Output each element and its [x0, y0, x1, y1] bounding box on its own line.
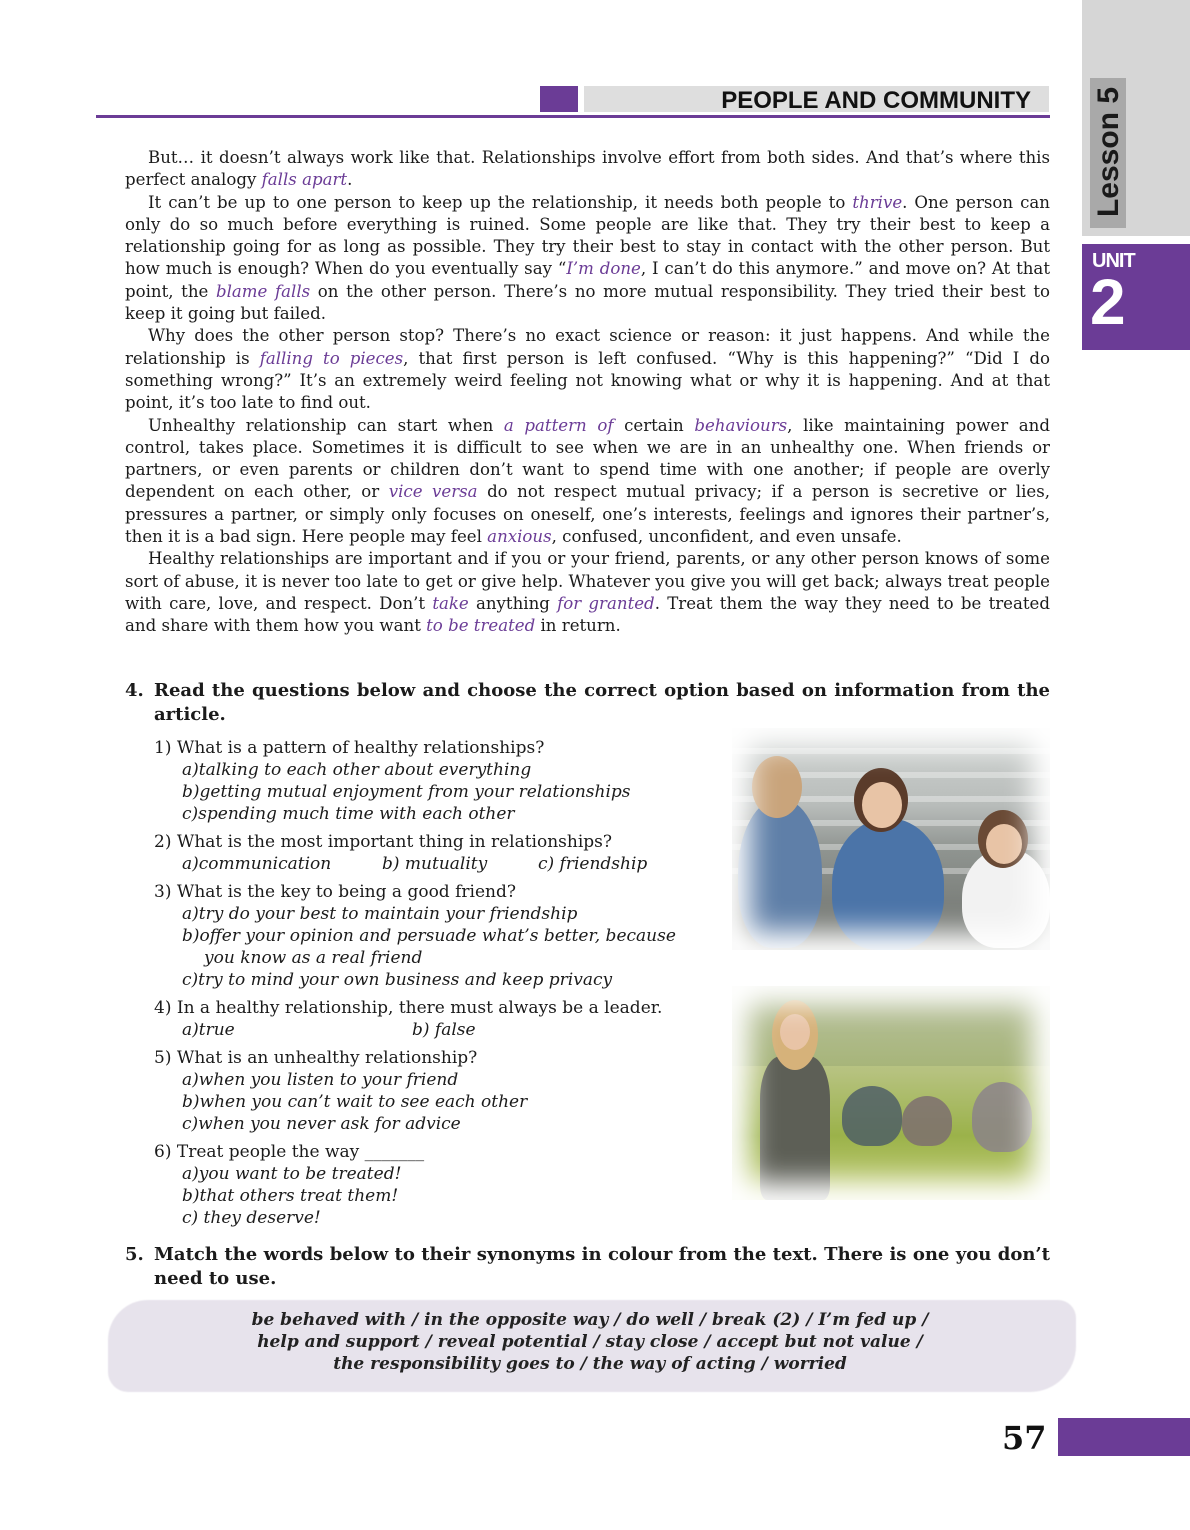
highlight-word: take [432, 593, 469, 613]
highlight-word: anxious [487, 527, 552, 547]
lesson-label-box [1090, 78, 1126, 228]
question-4 [154, 997, 729, 1041]
option-a: a)when you listen to your friend [182, 1070, 459, 1090]
highlight-word: blame falls [215, 281, 311, 301]
header-accent-square [540, 86, 578, 112]
option-b: b)getting mutual enjoyment from your relationships [182, 782, 631, 802]
question-6 [154, 1141, 729, 1229]
unit-label: UNIT [1092, 250, 1135, 272]
highlight-word: to be treated [426, 616, 536, 636]
task-4-heading [125, 679, 1050, 727]
question-text: 3) What is the key to being a good friend? [154, 882, 516, 902]
task-5-heading [125, 1243, 1050, 1291]
option-c: c)when you never ask for advice [182, 1114, 461, 1134]
friends-on-stairs-photo [732, 728, 1050, 950]
option-b: b) false [412, 1020, 476, 1040]
girl-with-phone-photo [732, 986, 1050, 1200]
option-b: b)that others treat them! [182, 1186, 399, 1206]
option-c: c)try to mind your own business and keep privacy [182, 970, 613, 990]
question-text: 2) What is the most important thing in relationships? [154, 832, 613, 852]
option-b: b)when you can’t wait to see each other [182, 1092, 528, 1112]
page-number: 57 [1002, 1419, 1047, 1457]
option-b: b)offer your opinion and persuade what’s better, because you know as a real friend [182, 926, 676, 968]
option-a: a)communication [182, 854, 332, 874]
question-text: 1) What is a pattern of healthy relationships? [154, 738, 545, 758]
word-bank-line: the responsibility goes to / the way of acting / worried [333, 1354, 847, 1374]
task-number: 4. [125, 680, 144, 701]
option-c: c)spending much time with each other [182, 804, 515, 824]
question-1 [154, 737, 729, 825]
option-a: a)talking to each other about everything [182, 760, 532, 780]
task-number: 5. [125, 1244, 144, 1265]
option-c: c) friendship [538, 854, 648, 874]
highlight-word: falling to pieces [259, 348, 404, 368]
paragraph-3: Why does the other person stop? There’s no exact science or reason: it just happens. And while the relationship is falling to pieces, that first person is left confused. “Why is this happening?” “Did I do something wrong?” It’s an extremely weird feeling not knowing what or why it is happening. And at that point, it’s too late to find out. [125, 326, 1050, 413]
highlight-word: thrive [852, 192, 903, 212]
paragraph-5: Healthy relationships are important and if you or your friend, parents, or any other person knows of some sort of abuse, it is never too late to get or give help. Whatever you give you will get back; always treat people with care, love, and respect. Don’t take anything for granted. Treat them the way they need to be treated and share with them how you want to be treated in return. [125, 549, 1050, 636]
question-list [154, 737, 729, 1235]
header-rule [96, 115, 1050, 118]
option-c: c) they deserve! [182, 1208, 321, 1228]
question-text: 5) What is an unhealthy relationship? [154, 1048, 478, 1068]
question-2 [154, 831, 729, 875]
question-text: 4) In a healthy relationship, there must always be a leader. [154, 998, 663, 1018]
word-bank [160, 1309, 1020, 1375]
options-row [182, 1019, 729, 1041]
highlight-word: a pattern of [503, 415, 614, 435]
unit-number: 2 [1090, 266, 1126, 338]
highlight-word: I’m done [566, 259, 641, 279]
word-bank-line: be behaved with / in the opposite way / do well / break (2) / I’m fed up / [251, 1310, 929, 1330]
task-instruction: Match the words below to their synonyms in colour from the text. There is one you don’t need to use. [154, 1244, 1050, 1289]
paragraph-4: Unhealthy relationship can start when a pattern of certain behaviours, like maintaining power and control, takes place. Sometimes it is difficult to see when we are in an unhealthy one. When friends or partners, or even parents or children don’t want to spend time with one another; if people are overly dependent on each other, or vice versa do not respect mutual privacy; if a person is secretive or lies, pressures a partner, or simply only focuses on oneself, one’s interests, feelings and ignores their partner’s, then it is a bad sign. Here people may feel anxious, confused, unconfident, and even unsafe. [125, 415, 1050, 547]
page-title: PEOPLE AND COMMUNITY [584, 86, 1049, 112]
question-5 [154, 1047, 729, 1135]
lesson-tab [1082, 0, 1190, 236]
highlight-word: vice versa [388, 482, 478, 502]
task-instruction: Read the questions below and choose the correct option based on information from the article. [154, 680, 1050, 725]
highlight-word: for granted [557, 593, 655, 613]
option-a: a)true [182, 1020, 235, 1040]
lesson-label: Lesson 5 [1092, 86, 1125, 218]
paragraph-2: It can’t be up to one person to keep up the relationship, it needs both people to thrive. One person can only do so much before everything is ruined. Some people are like that. They try their best to keep a relationship going for as long as possible. They try their best to stay in contact with the other person. But how much is enough? When do you eventually say “I’m done, I can’t do this anymore.” and move on? At that point, the blame falls on the other person. There’s no more mutual responsibility. They tried their best to keep it going but failed. [125, 192, 1050, 324]
question-3 [154, 881, 729, 991]
word-bank-line: help and support / reveal potential / stay close / accept but not value / [257, 1332, 923, 1352]
page-number-bar [1058, 1418, 1190, 1456]
unit-tab [1082, 244, 1190, 350]
option-a: a)you want to be treated! [182, 1164, 402, 1184]
question-text: 6) Treat people the way _______ [154, 1142, 425, 1162]
paragraph-1: But… it doesn’t always work like that. Relationships involve effort from both sides. And that’s where this perfect analogy falls apart. [125, 148, 1050, 190]
option-b: b) mutuality [382, 854, 488, 874]
options-row [182, 853, 729, 875]
highlight-word: falls apart [261, 170, 348, 190]
article-text [125, 147, 1050, 638]
option-a: a)try do your best to maintain your friendship [182, 904, 578, 924]
highlight-word: behaviours [694, 415, 788, 435]
